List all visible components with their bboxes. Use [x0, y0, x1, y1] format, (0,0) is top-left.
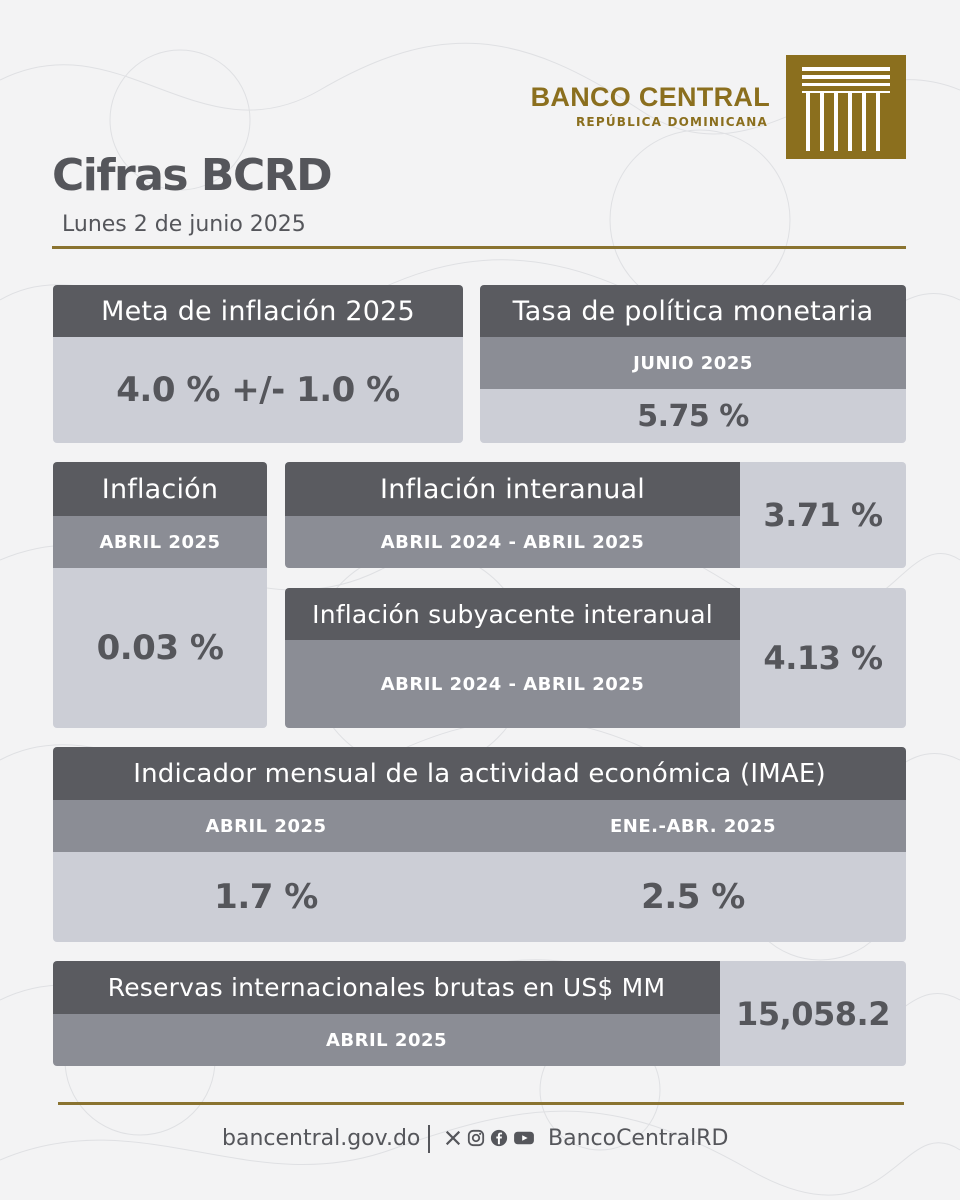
- tpm-title: Tasa de política monetaria: [480, 285, 906, 337]
- inflacion-value: 0.03 %: [53, 568, 267, 728]
- page-date: Lunes 2 de junio 2025: [62, 212, 306, 237]
- instagram-icon[interactable]: [467, 1129, 485, 1147]
- tpm-value: 5.75 %: [480, 389, 906, 443]
- tpm-card: [480, 285, 906, 443]
- x-icon[interactable]: [444, 1129, 462, 1147]
- brand-subtitle: REPÚBLICA DOMINICANA: [575, 115, 768, 129]
- bank-building-logo-icon: [786, 55, 906, 159]
- page-title: Cifras BCRD: [52, 150, 332, 201]
- meta-inflacion-title: Meta de inflación 2025: [53, 285, 463, 337]
- inflacion-interanual-title: Inflación interanual: [285, 462, 740, 516]
- brand-name: BANCO CENTRAL: [530, 82, 770, 112]
- inflacion-subyacente-card: [285, 588, 906, 728]
- youtube-icon[interactable]: [513, 1129, 535, 1147]
- footer-divider: [58, 1102, 904, 1105]
- reservas-title: Reservas internacionales brutas en US$ MM: [53, 961, 720, 1014]
- inflacion-interanual-value: 3.71 %: [740, 462, 906, 568]
- imae-value-2: 2.5 %: [641, 877, 745, 917]
- social-icons: [444, 1129, 535, 1147]
- inflacion-title: Inflación: [53, 462, 267, 516]
- inflacion-period: ABRIL 2025: [53, 516, 267, 568]
- meta-inflacion-card: [53, 285, 463, 443]
- header-divider: [52, 246, 906, 249]
- inflacion-subyacente-value: 4.13 %: [740, 588, 906, 728]
- reservas-card: [53, 961, 906, 1066]
- inflacion-subyacente-period: ABRIL 2024 - ABRIL 2025: [285, 640, 740, 728]
- inflacion-interanual-card: [285, 462, 906, 568]
- imae-period-2: ENE.-ABR. 2025: [609, 815, 776, 837]
- imae-card: [53, 747, 906, 942]
- imae-values-row: [53, 852, 906, 942]
- reservas-value: 15,058.2: [720, 961, 906, 1066]
- imae-periods-row: [53, 800, 906, 852]
- imae-title: Indicador mensual de la actividad económica (IMAE): [53, 747, 906, 800]
- inflacion-subyacente-title: Inflación subyacente interanual: [285, 588, 740, 640]
- imae-value-1: 1.7 %: [214, 877, 318, 917]
- tpm-period: JUNIO 2025: [480, 337, 906, 389]
- footer-separator: [428, 1125, 430, 1153]
- inflacion-card: [53, 462, 267, 728]
- imae-period-1: ABRIL 2025: [205, 815, 327, 837]
- facebook-icon[interactable]: [490, 1129, 508, 1147]
- social-handle[interactable]: BancoCentralRD: [548, 1126, 729, 1151]
- reservas-period: ABRIL 2025: [53, 1014, 720, 1066]
- inflacion-interanual-period: ABRIL 2024 - ABRIL 2025: [285, 516, 740, 568]
- website-link[interactable]: bancentral.gov.do: [222, 1126, 421, 1151]
- meta-inflacion-value: 4.0 % +/- 1.0 %: [53, 337, 463, 443]
